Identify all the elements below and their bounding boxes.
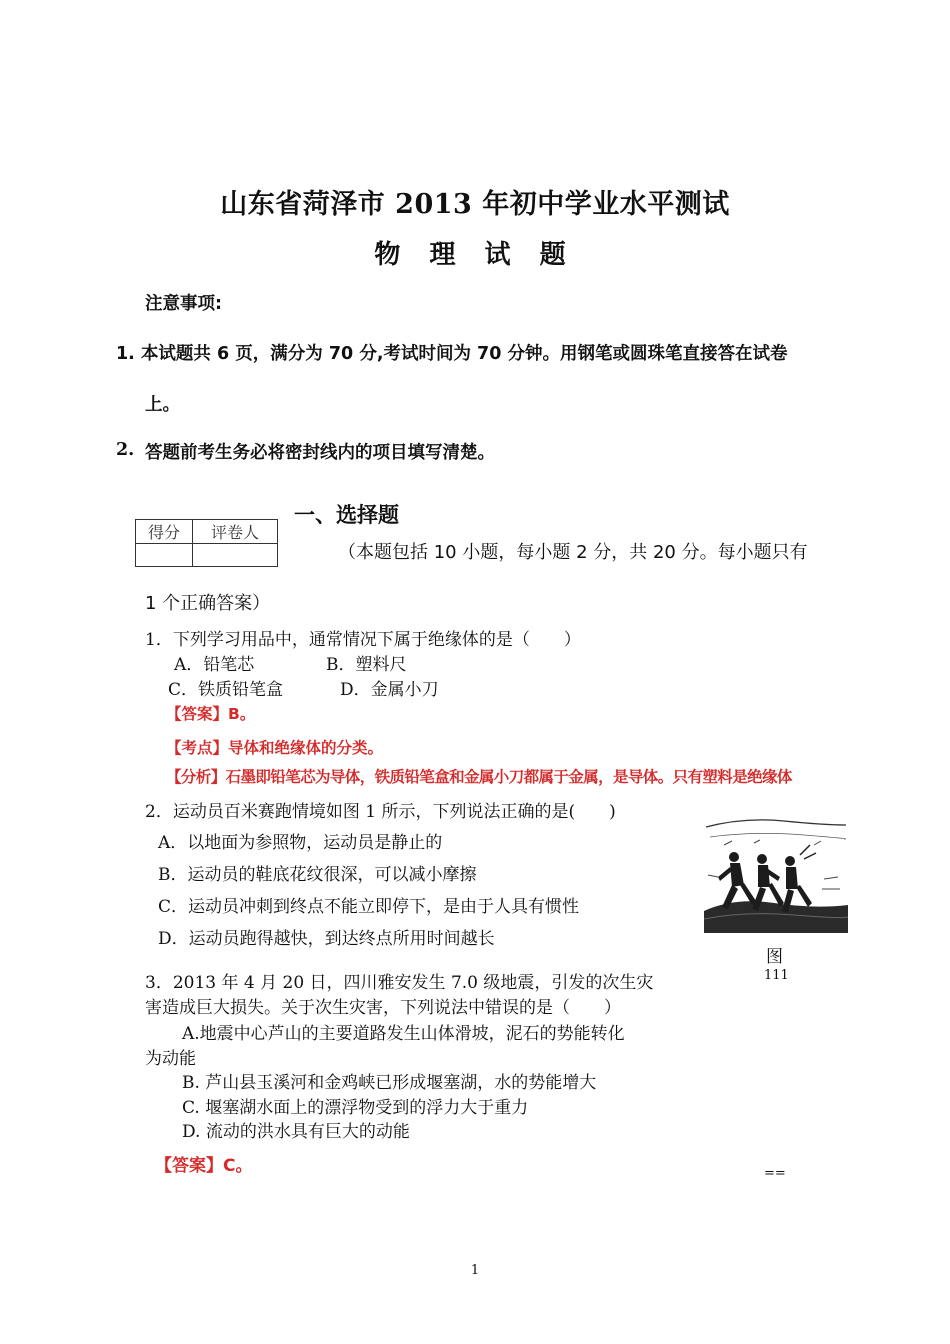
q1-option-a: A．铅笔芯: [174, 655, 255, 675]
grader-label: 评卷人: [193, 520, 278, 544]
notice-item-2: 答题前考生务必将密封线内的项目填写清楚。: [145, 443, 495, 463]
end-marker: ==: [764, 1166, 786, 1181]
page-subtitle: 物 理 试 题: [374, 240, 576, 270]
score-cell[interactable]: [136, 544, 193, 567]
page-number: 1: [470, 1263, 480, 1278]
q3-option-d: D. 流动的洪水具有巨大的动能: [182, 1122, 410, 1142]
q1-option-d: D．金属小刀: [340, 680, 439, 700]
q1-option-c: C．铁质铅笔盒: [168, 680, 284, 700]
figure-caption: 图: [766, 947, 783, 967]
page-title: 山东省菏泽市 2013 年初中学业水平测试: [220, 189, 730, 220]
section-intro-cont: 1 个正确答案）: [145, 593, 271, 614]
q2-option-d: D．运动员跑得越快，到达终点所用时间越长: [158, 929, 495, 949]
q3-answer: 【答案】C。: [155, 1156, 253, 1176]
q1-answer: 【答案】B。: [166, 705, 256, 723]
notice-item-2-number: 2.: [116, 440, 135, 460]
section-intro: （本题包括 10 小题，每小题 2 分，共 20 分。每小题只有: [338, 542, 808, 563]
q2-stem: 2．运动员百米赛跑情境如图 1 所示，下列说法正确的是( ): [145, 802, 616, 822]
grader-cell[interactable]: [193, 544, 278, 567]
section-heading: 一、选择题: [294, 503, 399, 527]
q3-option-b: B. 芦山县玉溪河和金鸡峡已形成堰塞湖，水的势能增大: [182, 1073, 597, 1093]
q3-stem: 3．2013 年 4 月 20 日，四川雅安发生 7.0 级地震，引发的次生灾: [145, 973, 654, 993]
q2-option-a: A．以地面为参照物，运动员是静止的: [158, 833, 443, 853]
q2-option-b: B．运动员的鞋底花纹很深，可以减小摩擦: [158, 865, 477, 885]
notice-heading: 注意事项:: [145, 294, 222, 314]
q2-option-c: C．运动员冲刺到终点不能立即停下，是由于人具有惯性: [158, 897, 580, 917]
q3-option-c: C. 堰塞湖水面上的漂浮物受到的浮力大于重力: [182, 1098, 529, 1118]
q3-option-a-cont: 为动能: [145, 1049, 196, 1069]
notice-item-1: 1. 本试题共 6 页，满分为 70 分,考试时间为 70 分钟。用钢笔或圆珠笔直接答在试卷: [116, 344, 788, 364]
q3-stem-cont: 害造成巨大损失。关于次生灾害，下列说法中错误的是（ ）: [145, 998, 621, 1018]
q1-stem: 1．下列学习用品中，通常情况下属于绝缘体的是（ ）: [145, 630, 581, 650]
q1-option-b: B．塑料尺: [326, 655, 407, 675]
notice-item-1-cont: 上。: [145, 395, 180, 415]
q1-point: 【考点】导体和绝缘体的分类。: [166, 739, 384, 757]
score-table: [135, 519, 278, 567]
q3-option-a: A.地震中心芦山的主要道路发生山体滑坡，泥石的势能转化: [182, 1024, 625, 1044]
runners-figure: [704, 815, 848, 933]
q1-analysis: 【分析】石墨即铅笔芯为导体，铁质铅笔盒和金属小刀都属于金属，是导体。只有塑料是绝缘体: [166, 768, 792, 786]
score-label: 得分: [136, 520, 193, 544]
figure-caption-number: 111: [764, 968, 789, 983]
